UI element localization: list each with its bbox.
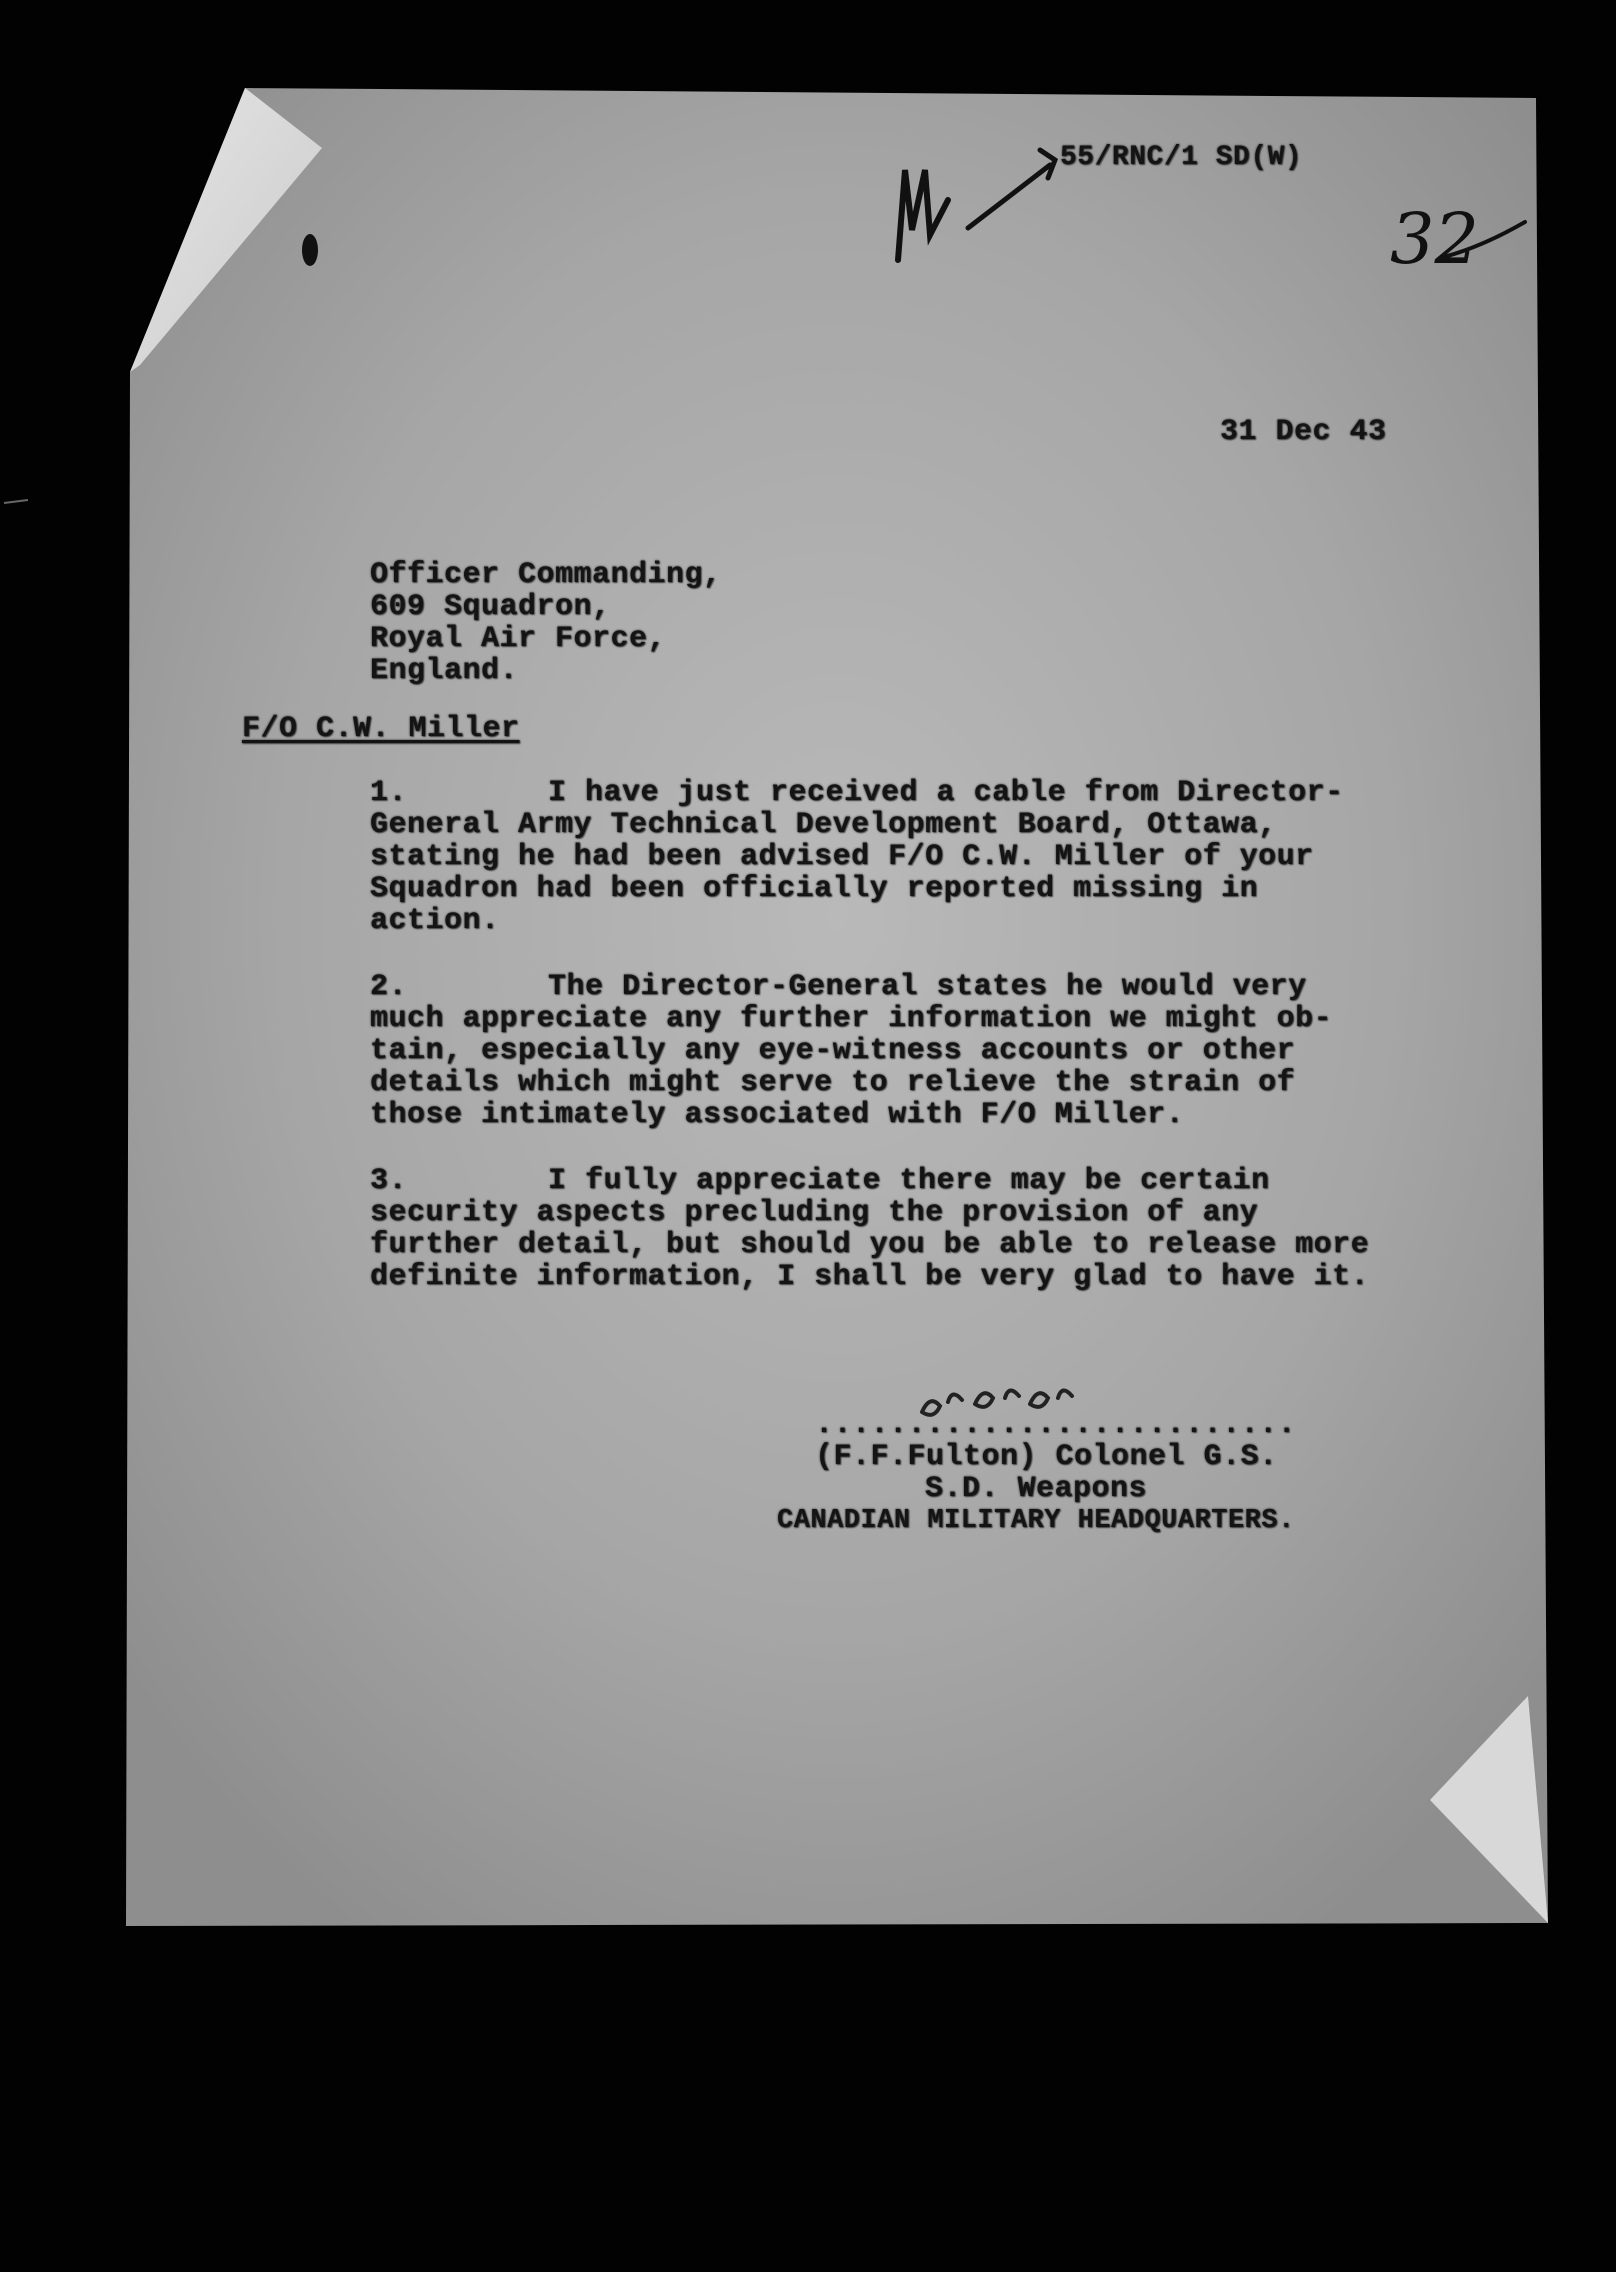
punch-hole-mark bbox=[302, 234, 318, 266]
paragraph-line: stating he had been advised F/O C.W. Miller of your bbox=[370, 840, 1314, 874]
paragraph-number: 1. bbox=[370, 776, 408, 810]
subject-line: F/O C.W. Miller bbox=[242, 712, 520, 746]
folio-number: 32 bbox=[1390, 198, 1480, 280]
paragraph-line: details which might serve to relieve the strain of bbox=[370, 1066, 1296, 1100]
paragraph-line: further detail, but should you be able to release more bbox=[370, 1228, 1370, 1262]
paragraph-line: much appreciate any further information we might ob- bbox=[370, 1002, 1333, 1036]
paragraph-line: tain, especially any eye-witness accounts or other bbox=[370, 1034, 1296, 1068]
paragraph-line: General Army Technical Development Board, Ottawa, bbox=[370, 808, 1277, 842]
margin-speck bbox=[4, 500, 28, 503]
paragraph-line: action. bbox=[370, 904, 500, 938]
paragraph-line: definite information, I shall be very glad to have it. bbox=[370, 1260, 1370, 1294]
paragraph-line: I have just received a cable from Director- bbox=[548, 776, 1344, 810]
signature-name: (F.F.Fulton) Colonel G.S. bbox=[815, 1440, 1278, 1474]
paragraph-line: those intimately associated with F/O Miller. bbox=[370, 1098, 1185, 1132]
address-line: England. bbox=[370, 654, 519, 688]
paragraph-line: Squadron had been officially reported missing in bbox=[370, 872, 1259, 906]
address-line: Officer Commanding, bbox=[370, 558, 722, 592]
signature-organization: CANADIAN MILITARY HEADQUARTERS. bbox=[777, 1506, 1295, 1536]
paragraph-number: 2. bbox=[370, 970, 408, 1004]
paragraph-line: security aspects precluding the provision of any bbox=[370, 1196, 1259, 1230]
signature-unit: S.D. Weapons bbox=[925, 1472, 1148, 1506]
address-line: 609 Squadron, bbox=[370, 590, 611, 624]
file-reference: 55/RNC/1 SD(W) bbox=[1060, 142, 1303, 173]
paragraph-line: I fully appreciate there may be certain bbox=[548, 1164, 1270, 1198]
paragraph-number: 3. bbox=[370, 1164, 408, 1198]
address-line: Royal Air Force, bbox=[370, 622, 667, 656]
signature-dotted-line: .......................... bbox=[815, 1408, 1297, 1442]
letter-date: 31 Dec 43 bbox=[1220, 415, 1387, 449]
paragraph-line: The Director-General states he would very bbox=[548, 970, 1307, 1004]
